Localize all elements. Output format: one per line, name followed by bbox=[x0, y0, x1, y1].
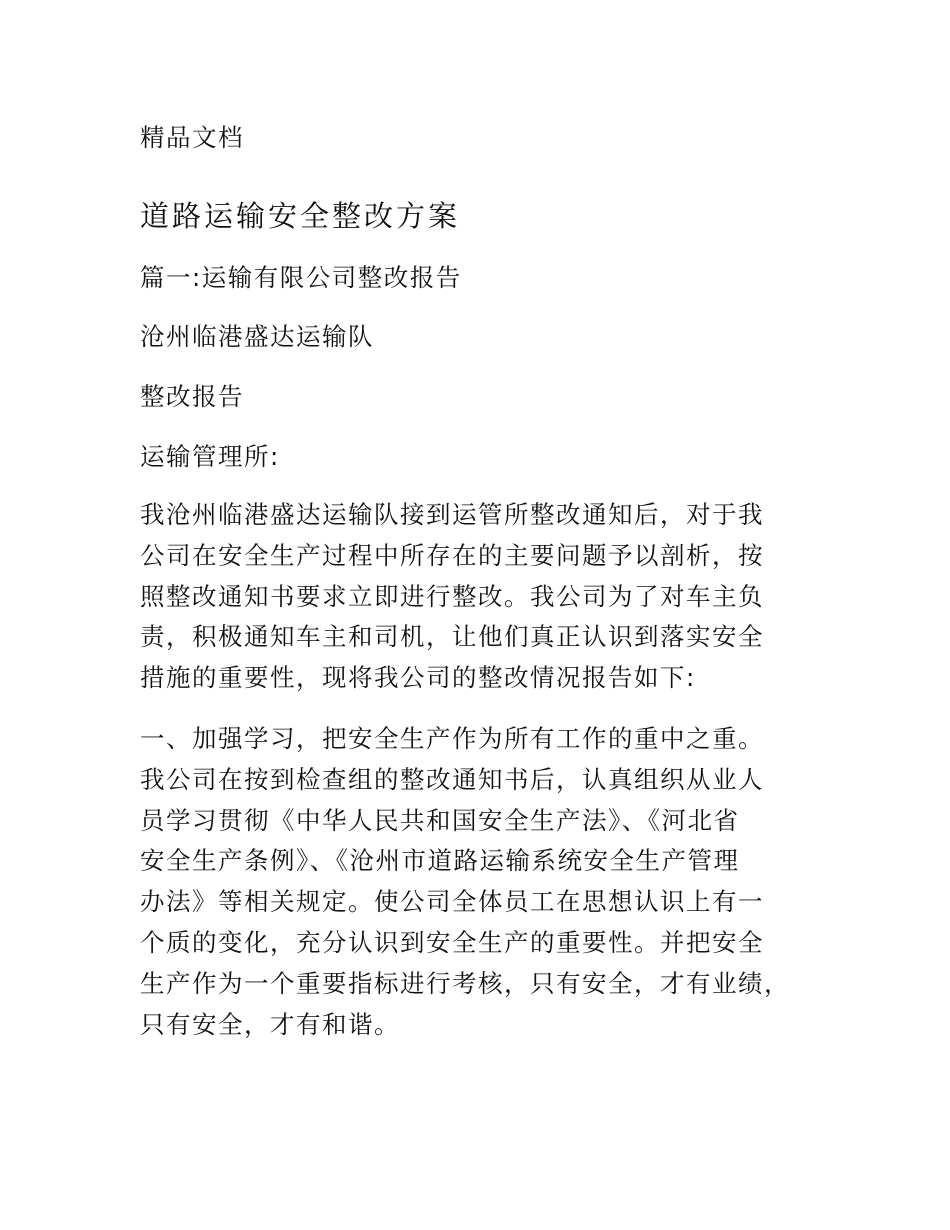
document-title: 道路运输安全整改方案 bbox=[140, 199, 461, 233]
paragraph-line: 措施的重要性，现将我公司的整改情况报告如下: bbox=[140, 663, 696, 693]
report-title: 整改报告 bbox=[140, 382, 244, 411]
company-name: 沧州临港盛达运输队 bbox=[140, 322, 374, 351]
paragraph-line: 我沧州临港盛达运输队接到运管所整改通知后，对于我 bbox=[140, 500, 764, 529]
paragraph-line: 责，积极通知车主和司机，让他们真正认识到落实安全 bbox=[140, 622, 764, 652]
paragraph-line: 生产作为一个重要指标进行考核，只有安全，才有业绩， bbox=[140, 968, 790, 998]
paragraph-line: 只有安全，才有和谐。 bbox=[140, 1009, 400, 1039]
section-heading: 篇一:运输有限公司整改报告 bbox=[140, 263, 462, 292]
paragraph-line: 员学习贯彻《中华人民共和国安全生产法》、《河北省 bbox=[140, 805, 740, 835]
paragraph-line: 公司在安全生产过程中所存在的主要问题予以剖析，按 bbox=[140, 540, 764, 570]
paragraph-section-one bbox=[140, 719, 820, 1045]
paragraph-line: 办法》等相关规定。使公司全体员工在思想认识上有一 bbox=[140, 887, 764, 917]
addressee: 运输管理所: bbox=[140, 442, 280, 471]
paragraph-line: 一、加强学习，把安全生产作为所有工作的重中之重。 bbox=[140, 724, 764, 753]
header-tag: 精品文档 bbox=[140, 123, 244, 152]
paragraph-intro bbox=[140, 495, 820, 699]
paragraph-line: 个质的变化，充分认识到安全生产的重要性。并把安全 bbox=[140, 927, 764, 957]
paragraph-line: 安全生产条例》、《沧州市道路运输系统安全生产管理 bbox=[140, 846, 740, 876]
paragraph-line: 照整改通知书要求立即进行整改。我公司为了对车主负 bbox=[140, 581, 764, 611]
paragraph-line: 我公司在按到检查组的整改通知书后，认真组织从业人 bbox=[140, 764, 764, 794]
